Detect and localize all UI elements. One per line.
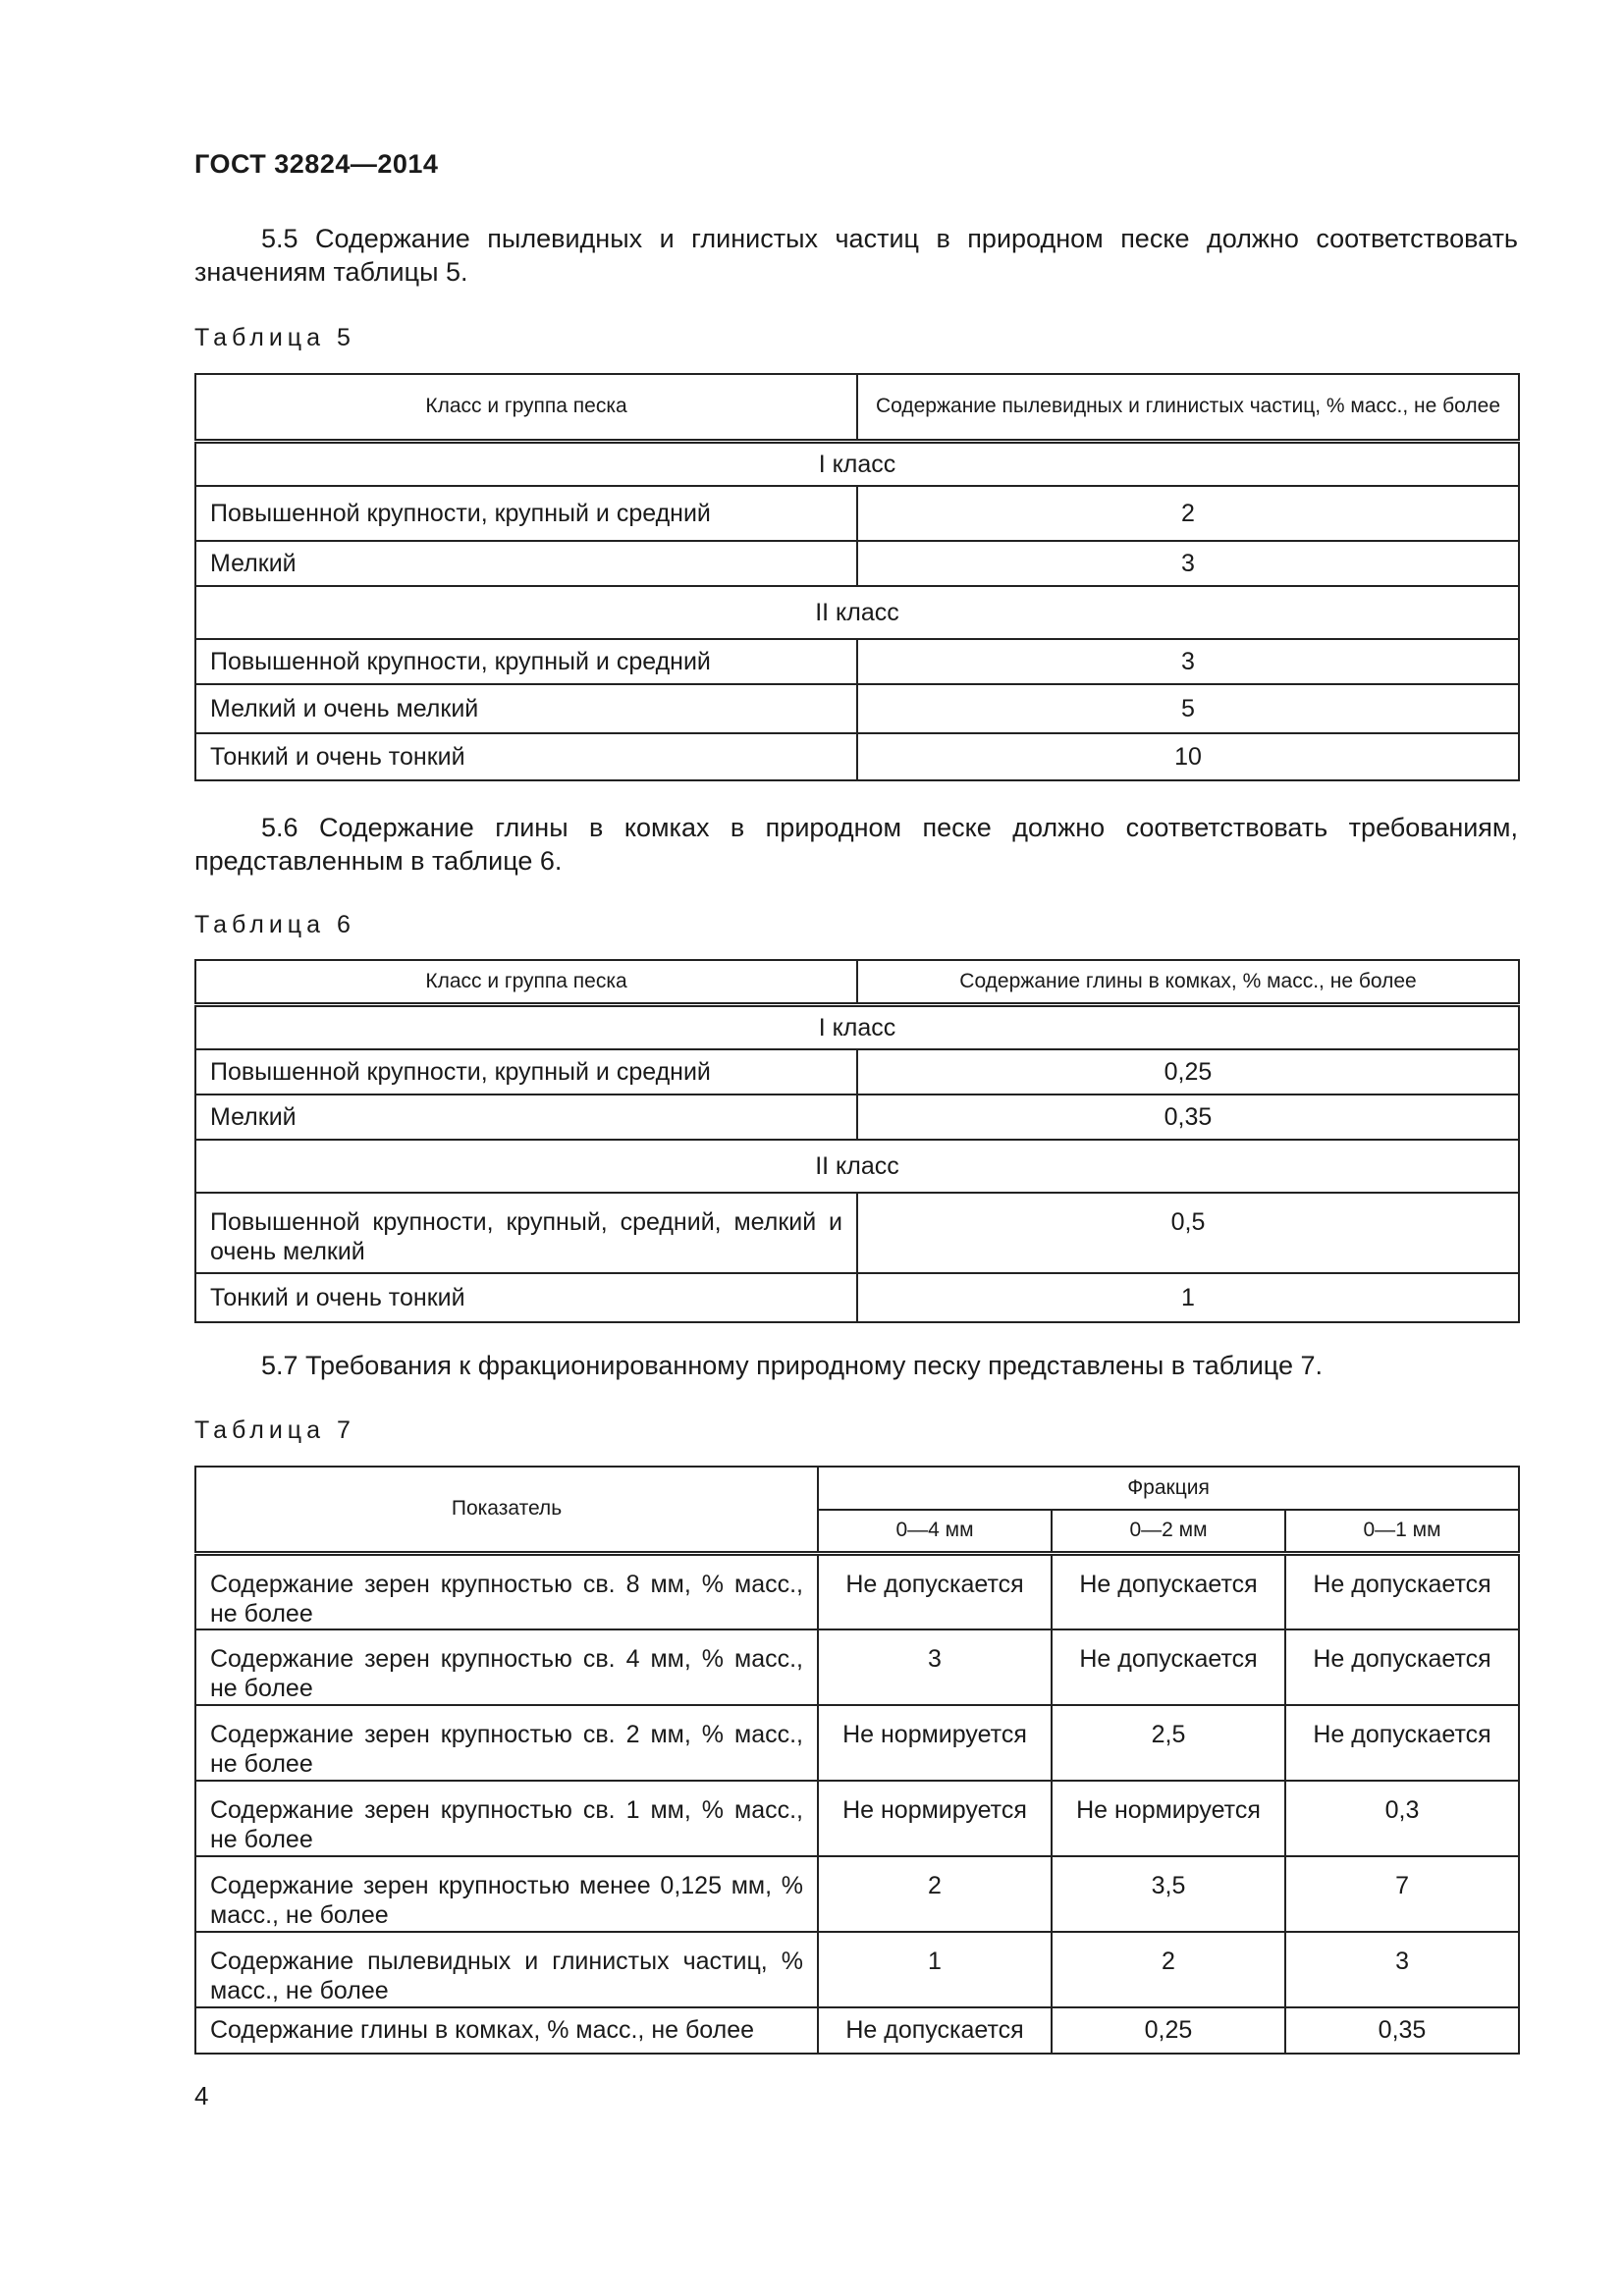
value-cell: 2 [857, 486, 1519, 541]
group-cell: Мелкий [195, 1095, 857, 1140]
class-label: II класс [195, 1140, 1519, 1193]
value-cell: 2 [1052, 1932, 1285, 2007]
value-cell: 0,3 [1285, 1781, 1519, 1856]
table-row [195, 1273, 1519, 1322]
table-7-caption: Таблица 7 [194, 1416, 355, 1444]
value-cell: Не допускается [1285, 1553, 1519, 1629]
value-cell: Не нормируется [818, 1781, 1052, 1856]
value-cell: 3 [818, 1629, 1052, 1705]
value-cell: 0,25 [857, 1049, 1519, 1095]
table-row [195, 1553, 1519, 1629]
indicator-cell: Содержание зерен крупностью св. 1 мм, % масс., не более [195, 1781, 818, 1856]
class-label: I класс [195, 441, 1519, 486]
value-cell: 3,5 [1052, 1856, 1285, 1932]
table-row [195, 1629, 1519, 1705]
indicator-cell: Содержание глины в комках, % масс., не более [195, 2007, 818, 2054]
indicator-cell: Содержание зерен крупностью св. 8 мм, % масс., не более [195, 1553, 818, 1629]
value-cell: 1 [818, 1932, 1052, 2007]
value-cell: 2,5 [1052, 1705, 1285, 1781]
table-row [195, 1856, 1519, 1932]
group-cell: Тонкий и очень тонкий [195, 733, 857, 780]
section-5-7-paragraph: 5.7 Требования к фракционированному природному песку представлены в таблице 7. [261, 1351, 1323, 1380]
indicator-cell: Содержание зерен крупностью менее 0,125 мм, % масс., не более [195, 1856, 818, 1932]
indicator-cell: Содержание зерен крупностью св. 2 мм, % масс., не более [195, 1705, 818, 1781]
value-cell: 0,35 [857, 1095, 1519, 1140]
value-cell: Не допускается [1052, 1553, 1285, 1629]
indicator-cell: Содержание зерен крупностью св. 4 мм, % масс., не более [195, 1629, 818, 1705]
fraction-header: Фракция [818, 1467, 1519, 1510]
group-cell: Повышенной крупности, крупный и средний [195, 1049, 857, 1095]
class-label: I класс [195, 1004, 1519, 1049]
section-5-6-paragraph: 5.6 Содержание глины в комках в природном песке должно соответствовать требованиям, представленным в таблице 6. [194, 813, 1518, 876]
value-cell: 0,5 [857, 1193, 1519, 1273]
class-row [195, 1004, 1519, 1049]
table-row [195, 486, 1519, 541]
value-cell: Не допускается [1285, 1629, 1519, 1705]
table-header-row [195, 960, 1519, 1004]
table-row [195, 1095, 1519, 1140]
indicator-header: Показатель [195, 1467, 818, 1553]
table-5-caption: Таблица 5 [194, 324, 355, 351]
value-cell: 0,25 [1052, 2007, 1285, 2054]
value-cell: 5 [857, 684, 1519, 733]
value-cell: Не допускается [818, 2007, 1052, 2054]
class-row [195, 441, 1519, 486]
class-row [195, 586, 1519, 639]
table-header-row [195, 1467, 1519, 1510]
group-cell: Повышенной крупности, крупный и средний [195, 639, 857, 684]
fraction-column-header: 0—2 мм [1052, 1510, 1285, 1553]
group-cell: Повышенной крупности, крупный и средний [195, 486, 857, 541]
table-row [195, 639, 1519, 684]
table-6 [194, 959, 1520, 1323]
value-cell: 0,35 [1285, 2007, 1519, 2054]
table-row [195, 684, 1519, 733]
page-number: 4 [194, 2081, 209, 2110]
fraction-column-header: 0—1 мм [1285, 1510, 1519, 1553]
value-cell: Не допускается [1052, 1629, 1285, 1705]
group-cell: Мелкий [195, 541, 857, 586]
group-cell: Тонкий и очень тонкий [195, 1273, 857, 1322]
value-cell: 3 [1285, 1932, 1519, 2007]
value-cell: Не допускается [818, 1553, 1052, 1629]
table-6-caption: Таблица 6 [194, 911, 355, 938]
group-cell: Повышенной крупности, крупный, средний, мелкий и очень мелкий [195, 1193, 857, 1273]
class-row [195, 1140, 1519, 1193]
indicator-cell: Содержание пылевидных и глинистых частиц, % масс., не более [195, 1932, 818, 2007]
value-cell: Не нормируется [1052, 1781, 1285, 1856]
document-header: ГОСТ 32824—2014 [194, 149, 439, 179]
value-cell: 10 [857, 733, 1519, 780]
column-header: Содержание пылевидных и глинистых частиц, % масс., не более [857, 374, 1519, 441]
value-cell: 2 [818, 1856, 1052, 1932]
table-header-row [195, 374, 1519, 441]
table-row [195, 733, 1519, 780]
table-5 [194, 373, 1520, 781]
fraction-column-header: 0—4 мм [818, 1510, 1052, 1553]
table-row [195, 1193, 1519, 1273]
table-row [195, 1705, 1519, 1781]
column-header: Содержание глины в комках, % масс., не более [857, 960, 1519, 1004]
column-header: Класс и группа песка [195, 960, 857, 1004]
value-cell: 3 [857, 541, 1519, 586]
value-cell: Не нормируется [818, 1705, 1052, 1781]
group-cell: Мелкий и очень мелкий [195, 684, 857, 733]
column-header: Класс и группа песка [195, 374, 857, 441]
table-row [195, 1932, 1519, 2007]
table-row [195, 2007, 1519, 2054]
value-cell: 1 [857, 1273, 1519, 1322]
table-row [195, 1049, 1519, 1095]
table-row [195, 541, 1519, 586]
table-row [195, 1781, 1519, 1856]
value-cell: Не допускается [1285, 1705, 1519, 1781]
section-5-5-paragraph: 5.5 Содержание пылевидных и глинистых частиц в природном песке должно соответствовать значениям таблицы 5. [194, 224, 1518, 287]
value-cell: 3 [857, 639, 1519, 684]
value-cell: 7 [1285, 1856, 1519, 1932]
class-label: II класс [195, 586, 1519, 639]
table-7 [194, 1466, 1520, 2055]
